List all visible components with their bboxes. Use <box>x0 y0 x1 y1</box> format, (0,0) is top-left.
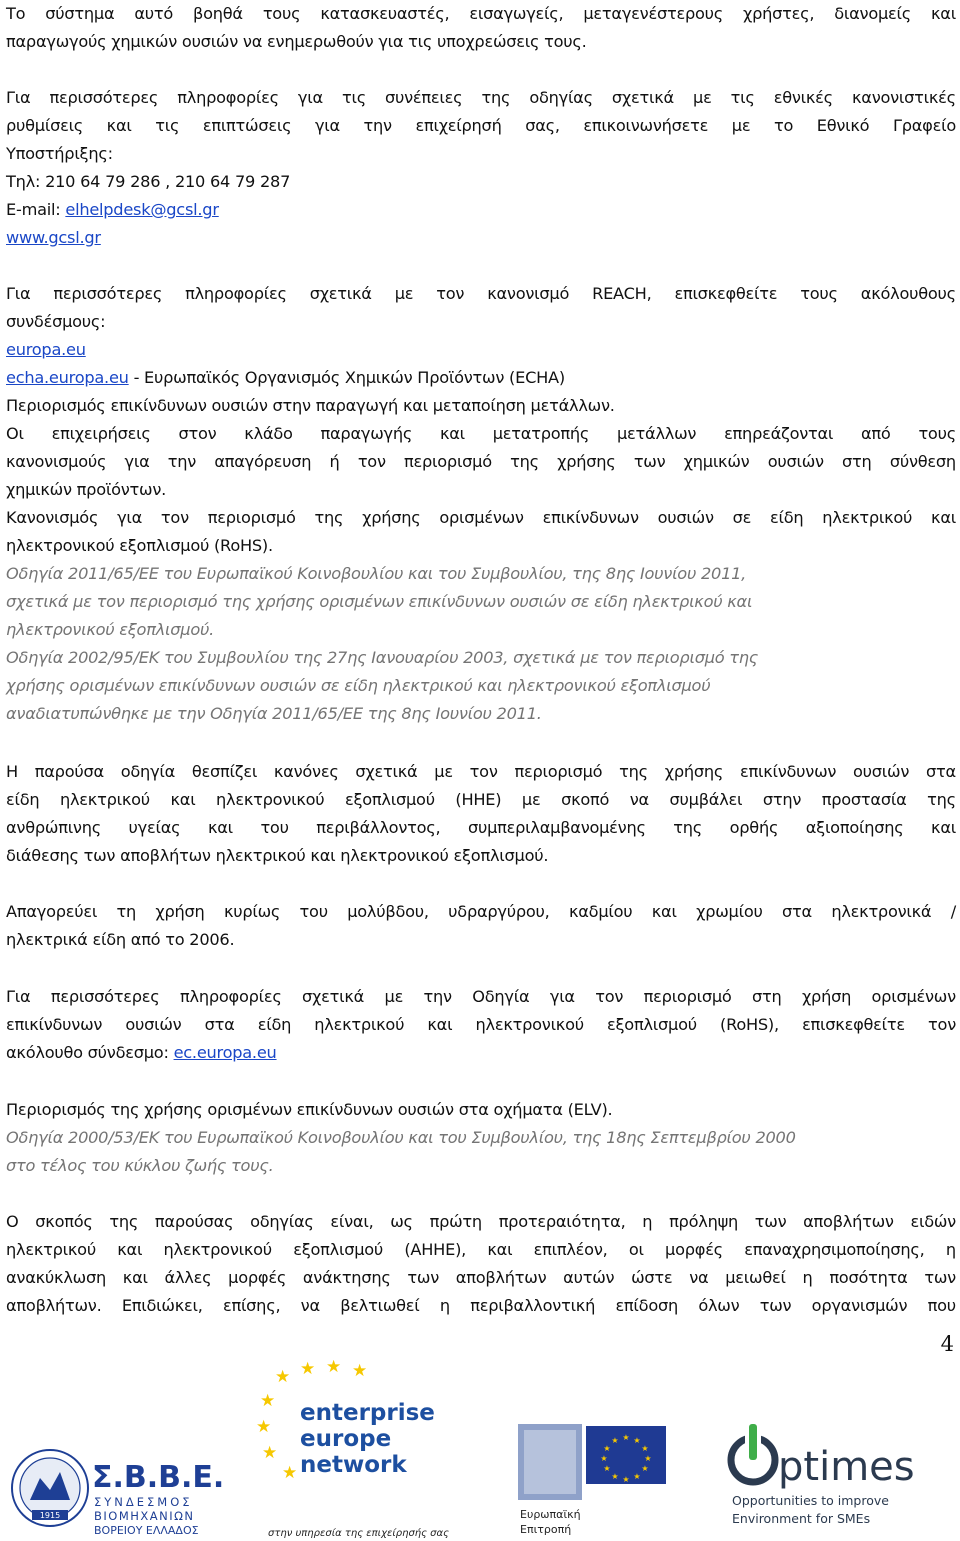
star-icon: ★ <box>352 1361 368 1381</box>
website-link[interactable]: www.gcsl.gr <box>6 228 101 247</box>
text-line: Για περισσότερες πληροφορίες σχετικά με την Οδηγία για τον περιορισμό στη χρήση ορισμένων <box>6 987 956 1006</box>
commission-line-2: Επιτροπή <box>520 1523 572 1536</box>
directive-line: Οδηγία 2011/65/ΕΕ του Ευρωπαϊκού Κοινοβουλίου και του Συμβουλίου, της 8ης Ιουνίου 2011, <box>6 564 747 583</box>
sbve-logo <box>12 1360 915 1539</box>
star-icon: ★ <box>603 1464 611 1473</box>
more-rohs-paragraph <box>6 983 956 1067</box>
email-link[interactable]: elhelpdesk@gcsl.gr <box>65 200 219 219</box>
text-line: ανθρώπινης υγείας και του περιβάλλοντος, συμπεριλαμβανομένης της ορθής αξιοποίησης και <box>6 818 956 837</box>
link-lead-text: ακόλουθο σύνδεσμο: <box>6 1043 174 1062</box>
star-icon: ★ <box>260 1391 276 1411</box>
text-line: διάθεσης των αποβλήτων ηλεκτρικού και ηλεκτρονικού εξοπλισμού. <box>6 846 549 865</box>
restriction-heading: Περιορισμός επικίνδυνων ουσιών στην παραγωγή και μεταποίηση μετάλλων. <box>6 396 615 415</box>
text-line: Οι επιχειρήσεις στον κλάδο παραγωγής και μετατροπής μετάλλων επηρεάζονται από τους <box>6 424 956 443</box>
star-icon: ★ <box>600 1454 608 1463</box>
directive-line: χρήσης ορισμένων επικίνδυνων ουσιών σε είδη ηλεκτρικού και ηλεκτρονικού εξοπλισμού <box>6 676 711 695</box>
link-line <box>6 1039 956 1067</box>
intro-paragraph <box>6 0 956 56</box>
page-number: 4 <box>940 1332 954 1356</box>
text-line: ρυθμίσεις και τις επιπτώσεις για την επιχείρησή σας, επικοινωνήσετε με το Εθνικό Γραφείο <box>6 116 956 135</box>
text-line: Κανονισμός για τον περιορισμό της χρήσης ορισμένων επικίνδυνων ουσιών σε είδη ηλεκτρικού και <box>6 508 956 527</box>
optimes-logo <box>731 1418 915 1526</box>
link-line <box>6 364 956 392</box>
sbve-emblem-inner <box>20 1458 80 1518</box>
optimes-power-bar <box>749 1424 757 1460</box>
star-icon: ★ <box>603 1444 611 1453</box>
optimes-name: ptimes <box>778 1444 915 1490</box>
text-line: Υποστήριξης: <box>6 144 113 163</box>
sbve-line-3: ΒΟΡΕΙΟΥ ΕΛΛΑΔΟΣ <box>94 1524 199 1537</box>
weee-paragraph <box>6 1208 956 1320</box>
star-icon: ★ <box>611 1472 619 1481</box>
text-line: ηλεκτρονικού εξοπλισμού (RoHS). <box>6 536 273 555</box>
star-icon: ★ <box>282 1463 298 1483</box>
europa-link[interactable]: europa.eu <box>6 340 86 359</box>
een-tagline: στην υπηρεσία της επιχείρησής σας <box>268 1528 449 1539</box>
star-icon: ★ <box>644 1454 652 1463</box>
text-line: παραγωγούς χημικών ουσιών να ενημερωθούν για τις υποχρεώσεις τους. <box>6 32 587 51</box>
star-icon: ★ <box>633 1472 641 1481</box>
partner-logos-footer <box>0 1360 960 1541</box>
website-line <box>6 224 956 252</box>
sbve-line-1: ΣΥΝΔΕΣΜΟΣ <box>94 1495 193 1509</box>
present-paragraph <box>6 758 956 870</box>
phone-line: Τηλ: 210 64 79 286 , 210 64 79 287 <box>6 172 291 191</box>
text-line: είδη ηλεκτρικού και ηλεκτρονικού εξοπλισμού (ΗΗΕ) με σκοπό να συμβάλει στην προστασία της <box>6 790 956 809</box>
text-line: Για περισσότερες πληροφορίες σχετικά με τον κανονισμό REACH, επισκεφθείτε τους ακόλουθους <box>6 284 956 303</box>
email-label: E-mail: <box>6 200 66 219</box>
een-line-3: network <box>300 1452 407 1478</box>
sbve-title: Σ.Β.Β.Ε. <box>92 1460 225 1495</box>
text-line: κανονισμούς για την απαγόρευση ή τον περιορισμό της χρήσης των χημικών ουσιών στη σύνθεση <box>6 452 956 471</box>
optimes-line-1: Opportunities to improve <box>732 1493 889 1508</box>
sbve-year: 1915 <box>39 1511 61 1520</box>
email-line <box>6 196 956 224</box>
directive-line: σχετικά με τον περιορισμό της χρήσης ορισμένων επικίνδυνων ουσιών σε είδη ηλεκτρικού και <box>6 592 753 611</box>
ban-paragraph <box>6 898 956 954</box>
elv-block <box>6 1096 956 1180</box>
een-line-1: enterprise <box>300 1400 435 1426</box>
text-line: Το σύστημα αυτό βοηθά τους κατασκευαστές, εισαγωγείς, μεταγενέστερους χρήστες, διανομείς και <box>6 4 956 23</box>
star-icon: ★ <box>633 1436 641 1445</box>
european-commission-logo <box>518 1424 666 1536</box>
text-line: ηλεκτρικά είδη από το 2006. <box>6 930 235 949</box>
text-line: Ο σκοπός της παρούσας οδηγίας είναι, ως πρώτη προτεραιότητα, η πρόληψη των αποβλήτων ειδών <box>6 1212 956 1231</box>
text-line: αποβλήτων. Επιδιώκει, επίσης, να βελτιωθεί η περιβαλλοντική επίδοση όλων των οργανισμών που <box>6 1296 956 1315</box>
text-line: συνδέσμους: <box>6 312 106 331</box>
star-icon: ★ <box>262 1443 278 1463</box>
directive-line: Οδηγία 2002/95/ΕΚ του Συμβουλίου της 27ης Ιανουαρίου 2003, σχετικά με τον περιορισμό της <box>6 648 759 667</box>
reach-paragraph <box>6 280 956 560</box>
star-icon: ★ <box>275 1367 291 1387</box>
text-line: ανακύκλωση και άλλες μορφές ανάκτησης των αποβλήτων αυτών ώστε να μειωθεί η ποσότητα των <box>6 1268 956 1287</box>
text-line: Για περισσότερες πληροφορίες για τις συνέπειες της οδηγίας σχετικά με τις εθνικές κανονιστικές <box>6 88 956 107</box>
star-icon: ★ <box>326 1360 342 1377</box>
enterprise-europe-network-logo <box>256 1360 449 1539</box>
sbve-line-2: ΒΙΟΜΗΧΑΝΙΩΝ <box>94 1509 195 1523</box>
star-icon: ★ <box>256 1417 272 1437</box>
elv-heading: Περιορισμός της χρήσης ορισμένων επικίνδυνων ουσιών στα οχήματα (ELV). <box>6 1100 613 1119</box>
optimes-line-2: Environment for SMEs <box>732 1511 871 1526</box>
link-line <box>6 336 956 364</box>
star-icon: ★ <box>622 1475 630 1484</box>
text-line: Απαγορεύει τη χρήση κυρίως του μολύβδου, υδραργύρου, καδμίου και χρωμίου στα ηλεκτρονικά / <box>6 902 956 921</box>
commission-line-1: Ευρωπαϊκή <box>520 1508 581 1521</box>
contact-paragraph <box>6 84 956 252</box>
star-icon: ★ <box>611 1436 619 1445</box>
text-line: Η παρούσα οδηγία θεσπίζει κανόνες σχετικά με τον περιορισμό της χρήσης επικίνδυνων ουσιών στα <box>6 762 956 781</box>
een-line-2: europe <box>300 1426 392 1452</box>
directive-line: Οδηγία 2000/53/ΕΚ του Ευρωπαϊκού Κοινοβουλίου και του Συμβουλίου, της 18ης Σεπτεμβρίου 2000 <box>6 1128 796 1147</box>
directive-line: ηλεκτρονικού εξοπλισμού. <box>6 620 214 639</box>
text-line: επικίνδυνων ουσιών στα είδη ηλεκτρικού και ηλεκτρονικού εξοπλισμού (RoHS), επισκεφθείτε τον <box>6 1015 956 1034</box>
directive-line: αναδιατυπώνθηκε με την Οδηγία 2011/65/ΕΕ της 8ης Ιουνίου 2011. <box>6 704 542 723</box>
star-icon: ★ <box>300 1360 316 1379</box>
star-icon: ★ <box>622 1433 630 1442</box>
star-icon: ★ <box>641 1464 649 1473</box>
ec-europa-link[interactable]: ec.europa.eu <box>173 1043 277 1062</box>
directives-block <box>6 560 956 728</box>
echa-link[interactable]: echa.europa.eu <box>6 368 129 387</box>
text-line: χημικών προϊόντων. <box>6 480 167 499</box>
star-icon: ★ <box>641 1444 649 1453</box>
text-line: ηλεκτρικού και ηλεκτρονικού εξοπλισμού (ΑΗΗΕ), και επιπλέον, οι μορφές επαναχρησιμοποίησης, η <box>6 1240 956 1259</box>
directive-line: στο τέλος του κύκλου ζωής τους. <box>6 1156 274 1175</box>
echa-description: - Ευρωπαϊκός Οργανισμός Χημικών Προϊόντων (ECHA) <box>128 368 565 387</box>
